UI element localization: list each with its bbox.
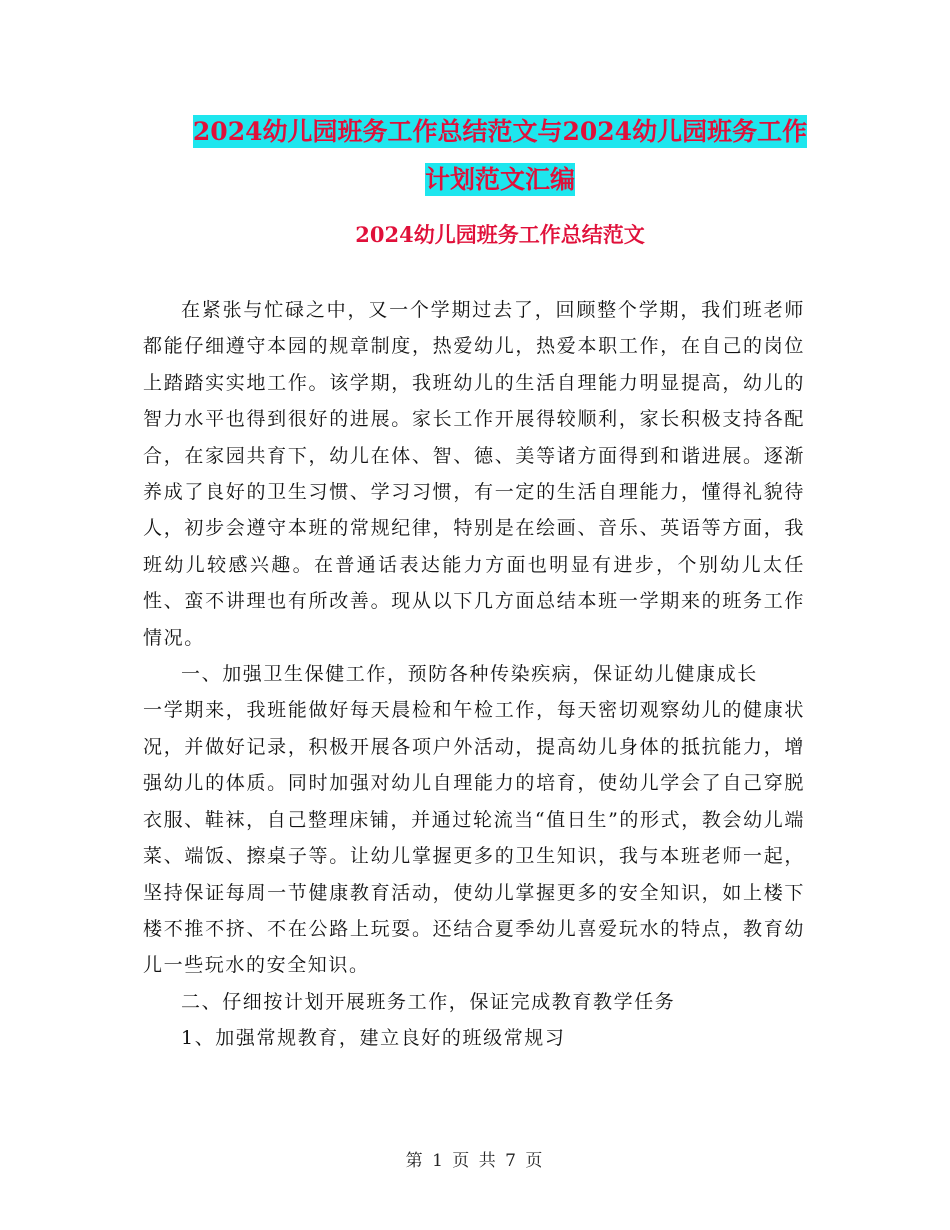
page-footer: 第 1 页 共 7 页 — [405, 1151, 545, 1171]
section-title: 2024幼儿园班务工作总结范文 — [355, 222, 645, 247]
paragraph-health: 一学期来，我班能做好每天晨检和午检工作，每天密切观察幼儿的健康状况，并做好记录，积极开展各项户外活动，提高幼儿身体的抵抗能力，增强幼儿的体质。同时加强对幼儿自理能力的培育，使幼儿学会了自己穿脱衣服、鞋袜，自己整理床铺，并通过轮流当“值日生”的形式，教会幼儿端菜、端饭、擦桌子等。让幼儿掌握更多的卫生知识，我与本班老师一起，坚持保证每周一节健康教育活动，使幼儿掌握更多的安全知识，如上楼下楼不推不挤、不在公路上玩耍。还结合夏季幼儿喜爱玩水的特点，教育幼儿一些玩水的安全知识。 — [143, 699, 805, 977]
document-title-line-1: 2024幼儿园班务工作总结范文与2024幼儿园班务工作 — [192, 117, 808, 146]
document-body — [143, 292, 805, 1057]
paragraph-intro: 在紧张与忙碌之中，又一个学期过去了，回顾整个学期，我们班老师都能仔细遵守本园的规章制度，热爱幼儿，热爱本职工作，在自己的岗位上踏踏实实地工作。该学期，我班幼儿的生活自理能力明显提高，幼儿的智力水平也得到很好的进展。家长工作开展得较顺利，家长积极支持各配合，在家园共育下，幼儿在体、智、德、美等诸方面得到和谐进展。逐渐养成了良好的卫生习惯、学习习惯，有一定的生活自理能力，懂得礼貌待人，初步会遵守本班的常规纪律，特别是在绘画、音乐、英语等方面，我班幼儿较感兴趣。在普通话表达能力方面也明显有进步，个别幼儿太任性、蛮不讲理也有所改善。现从以下几方面总结本班一学期来的班务工作情况。 — [143, 299, 805, 649]
paragraph-heading-2: 二、仔细按计划开展班务工作，保证完成教育教学任务 — [181, 990, 676, 1013]
paragraph-heading-1: 一、加强卫生保健工作，预防各种传染疾病，保证幼儿健康成长 — [181, 663, 758, 686]
paragraph-subheading-1: 1、加强常规教育，建立良好的班级常规习 — [181, 1027, 566, 1050]
document-title — [140, 108, 860, 204]
document-title-line-2: 计划范文汇编 — [424, 165, 575, 194]
